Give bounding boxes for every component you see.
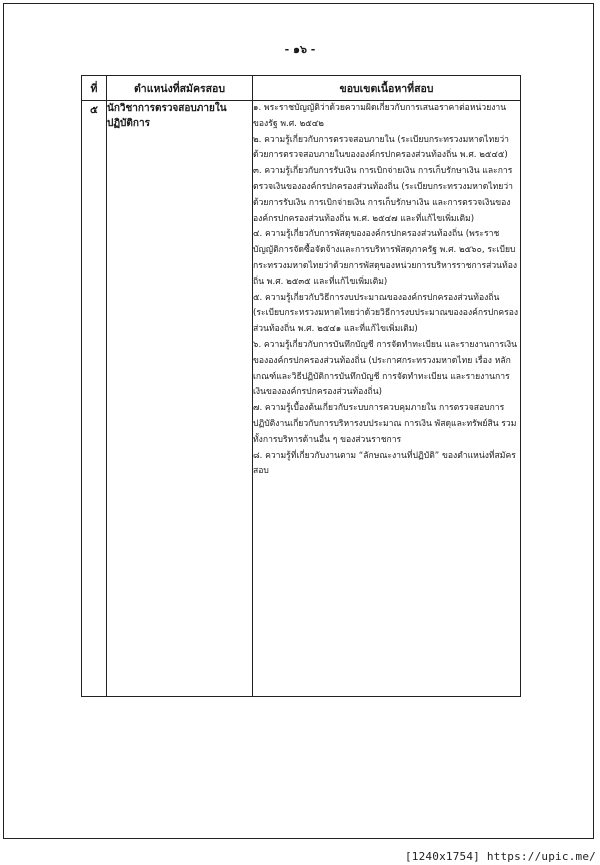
scope-item-2: ๒. ความรู้เกี่ยวกับการตรวจสอบภายใน (ระเบียบกระทรวงมหาดไทยว่าด้วยการตรวจสอบภายในขององค์กรปกครองส่วนท้องถิ่น พ.ศ. ๒๕๔๕) <box>253 134 509 161</box>
table-row <box>82 101 521 697</box>
scope-item-4: ๔. ความรู้เกี่ยวกับการพัสดุขององค์กรปกครองส่วนท้องถิ่น (พระราชบัญญัติการจัดซื้อจัดจ้างและการบริหารพัสดุภาครัฐ พ.ศ. ๒๕๖๐, ระเบียบกระทรวงมหาดไทยว่าด้วยการพัสดุของหน่วยการบริหารราชการส่วนท้องถิ่น พ.ศ. ๒๕๓๕ และที่แก้ไขเพิ่มเติม) <box>253 229 518 287</box>
exam-scope-table <box>81 75 521 697</box>
scope-item-3: ๓. ความรู้เกี่ยวกับการรับเงิน การเบิกจ่ายเงิน การเก็บรักษาเงิน และการตรวจเงินขององค์กรปกครองส่วนท้องถิ่น (ระเบียบกระทรวงมหาดไทยว่าด้วยการรับเงิน การเบิกจ่ายเงิน การเก็บรักษาเงิน และการตรวจเงินขององค์กรปกครองส่วนท้องถิ่น พ.ศ. ๒๕๔๗ และที่แก้ไขเพิ่มเติม) <box>253 166 513 224</box>
scope-item-1: ๑. พระราชบัญญัติว่าด้วยความผิดเกี่ยวกับการเสนอราคาต่อหน่วยงานของรัฐ พ.ศ. ๒๕๔๒ <box>253 103 507 129</box>
header-no: ที่ <box>82 76 107 101</box>
table-header-row <box>82 76 521 101</box>
image-watermark: [1240x1754] https://upic.me/ <box>404 850 596 863</box>
scope-item-7: ๗. ความรู้เบื้องต้นเกี่ยวกับระบบการควบคุมภายใน การตรวจสอบการปฏิบัติงานเกี่ยวกับการบริหารงบประมาณ การเงิน พัสดุและทรัพย์สิน รวมทั้งการบริหารด้านอื่น ๆ ของส่วนราชการ <box>253 403 517 445</box>
page-number: - ๑๖ - <box>284 43 316 56</box>
scope-cell <box>253 101 521 697</box>
row-number: ๕ <box>82 101 107 697</box>
header-position: ตำแหน่งที่สมัครสอบ <box>107 76 253 101</box>
position-title: นักวิชาการตรวจสอบภายในปฏิบัติการ <box>107 101 253 697</box>
scope-item-6: ๖. ความรู้เกี่ยวกับการบันทึกบัญชี การจัดทำทะเบียน และรายงานการเงินขององค์กรปกครองส่วนท้องถิ่น (ประกาศกระทรวงมหาดไทย เรื่อง หลักเกณฑ์และวิธีปฏิบัติการบันทึกบัญชี การจัดทำทะเบียน และรายงานการเงินขององค์กรปกครองส่วนท้องถิ่น) <box>253 339 517 398</box>
scope-item-8: ๘. ความรู้ที่เกี่ยวกับงานตาม “ลักษณะงานที่ปฏิบัติ” ของตำแหน่งที่สมัครสอบ <box>253 450 516 477</box>
scope-item-5: ๕. ความรู้เกี่ยวกับวิธีการงบประมาณขององค์กรปกครองส่วนท้องถิ่น (ระเบียบกระทรวงมหาดไทยว่าด้วยวิธีการงบประมาณขององค์กรปกครองส่วนท้องถิ่น พ.ศ. ๒๕๔๑ และที่แก้ไขเพิ่มเติม) <box>253 292 519 335</box>
header-scope: ขอบเขตเนื้อหาที่สอบ <box>253 76 521 101</box>
